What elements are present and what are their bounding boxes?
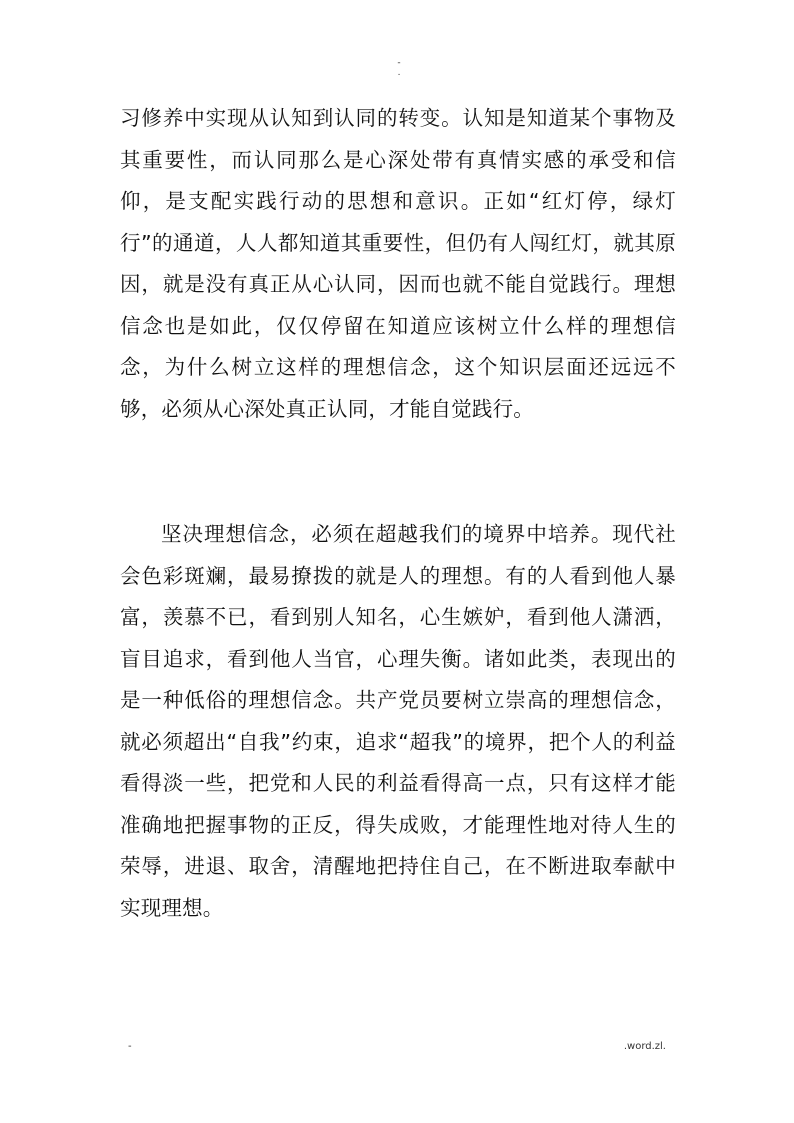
header-dash: -	[397, 58, 401, 68]
header-dot: .	[397, 68, 401, 78]
footer-source-label: .word.zl.	[623, 1041, 666, 1052]
body-paragraph-2: 坚决理想信念，必须在超越我们的境界中培养。现代社会色彩斑斓，最易撩拨的就是人的理想。有的人看到他人暴富，羡慕不已，看到别人知名，心生嫉妒，看到他人潇洒，盲目追求，看到他人当官，心理失衡。诸如此类，表现出的是一种低俗的理想信念。共产党员要树立崇高的理想信念，就必须超出“自我”约束，追求“超我”的境界，把个人的利益看得淡一些，把党和人民的利益看得高一点，只有这样才能准确地把握事物的正反，得失成败，才能理性地对待人生的荣辱，进退、取舍，清醒地把持住自己，在不断进取奉献中实现理想。	[120, 522, 676, 920]
body-paragraph-1: 习修养中实现从认知到认同的转变。认知是知道某个事物及其重要性，而认同那么是心深处带有真情实感的承受和信仰，是支配实践行动的思想和意识。正如“红灯停，绿灯行”的通道，人人都知道其重要性，但仍有人闯红灯，就其原因，就是没有真正从心认同，因而也就不能自觉践行。理想信念也是如此，仅仅停留在知道应该树立什么样的理想信念，为什么树立这样的理想信念，这个知识层面还远远不够，必须从心深处真正认同，才能自觉践行。	[120, 106, 676, 421]
header-mark	[394, 58, 404, 78]
footer-left-mark: -	[128, 1041, 132, 1052]
